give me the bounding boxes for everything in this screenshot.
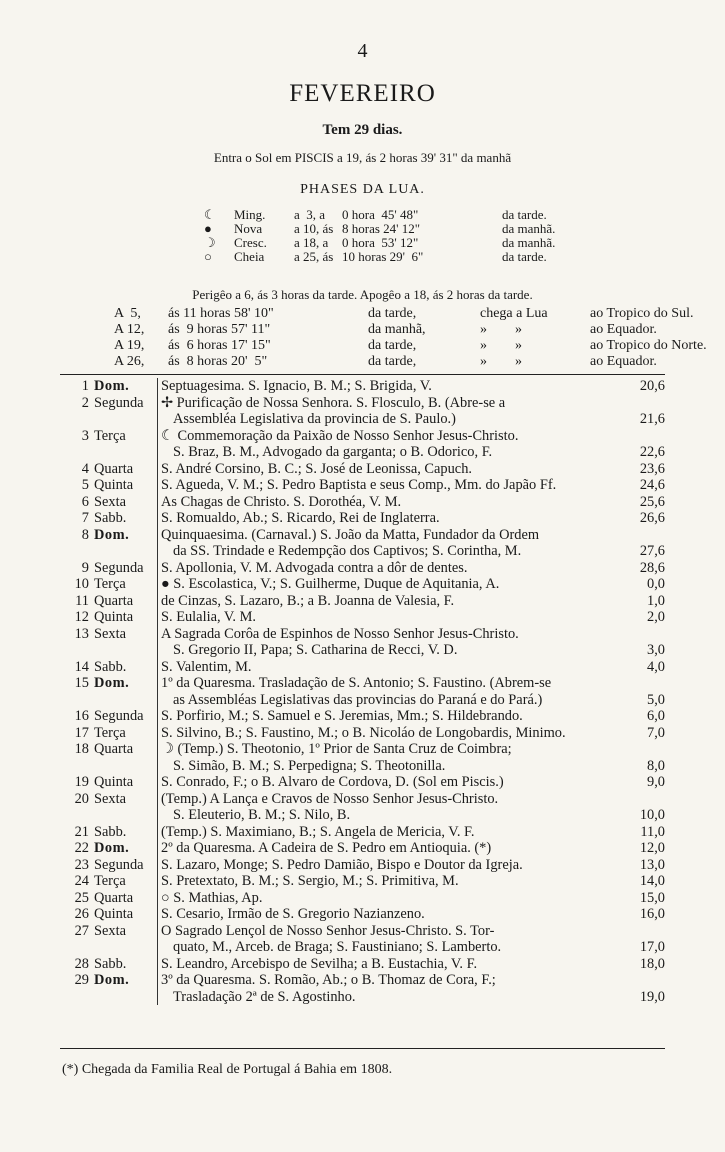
table-row [60,956,665,973]
calendar-table [60,378,665,1005]
entry-line: A Sagrada Corôa de Espinhos de Nosso Senhor Jesus-Christo. [161,625,519,642]
day-number: 7 [81,510,89,526]
feast-entry [158,791,625,824]
weekday: Sexta [92,494,158,511]
entry-line: S. Agueda, V. M.; S. Pedro Baptista e seus Comp., Mm. do Japão Ff. [161,477,557,493]
day-number: 25 [74,889,89,906]
entry-line: S. Apollonia, V. M. Advogada contra a dôr de dentes. [161,559,468,576]
weekday: Dom. [92,675,158,708]
day-number: 22 [74,840,89,856]
day-number: 20 [74,790,89,807]
entry-line: S. Pretextato, B. M.; S. Sergio, M.; S. Primitiva, M. [161,873,459,889]
feast-entry [158,477,625,494]
entry-line: S. André Corsino, B. C.; S. José de Leonissa, Capuch. [161,460,472,477]
moon-age-value: 16,0 [639,906,665,922]
table-row [60,428,665,461]
entry-line: ☾ Commemoração da Paixão de Nosso Senhor Jesus-Christo. [161,427,519,444]
weekday: Dom. [92,527,158,560]
phase-row: ☾ Ming. a 3, a 0 hora 45' 48" da tarde. [204,207,547,222]
weekday: Quarta [92,461,158,478]
entry-line: O Sagrado Lençol de Nosso Senhor Jesus-Christo. S. Tor- [161,922,495,939]
entry-line: S. Eleuterio, B. M.; S. Nilo, B. [173,807,351,823]
table-row [60,510,665,527]
day-number: 5 [81,477,89,493]
entry-line: S. Braz, B. M., Advogado da garganta; o B. Odorico, F. [173,444,493,460]
moon-age-value: 14,0 [639,873,665,889]
moon-age-value: 13,0 [639,856,665,873]
entry-line: Assembléa Legislativa da provincia de S. Paulo.) [173,411,456,427]
moon-age-value: 26,6 [639,510,665,526]
feast-entry [158,675,625,708]
feast-entry [158,774,625,791]
moon-age-value: 17,0 [639,939,665,955]
entry-line: S. Valentim, M. [161,658,252,675]
feast-entry [158,923,625,956]
moon-age-value: 24,6 [639,477,665,493]
feast-entry [158,725,625,742]
moon-age-value: 28,6 [639,559,665,576]
feast-entry [158,576,625,593]
table-row [60,906,665,923]
moon-age-value: 4,0 [647,658,665,675]
table-row [60,890,665,907]
moon-position-row: A 19, ás 6 horas 17' 15" da tarde, » » ao Tropico do Norte. [114,338,707,353]
moon-age-value: 18,0 [639,955,665,972]
day-number: 13 [74,625,89,642]
first-quarter-icon: ☽ [204,235,216,250]
new-moon-icon: ● [204,221,212,236]
perigee-apogee: Perigêo a 6, ás 3 horas da tarde. Apogêo a 18, ás 2 horas da tarde. [192,287,533,302]
weekday: Sexta [92,791,158,824]
moon-age-value: 9,0 [647,774,665,790]
bottom-rule [60,1048,665,1049]
moon-age-value: 2,0 [647,609,665,625]
entry-line: S. Simão, B. M.; S. Perpedigna; S. Theotonilla. [173,757,446,774]
moon-age-value: 19,0 [639,988,665,1005]
table-row [60,840,665,857]
weekday: Terça [92,725,158,742]
entry-line: 1º da Quaresma. Trasladação de S. Antonio; S. Faustino. (Abrem-se [161,675,552,691]
weekday: Quinta [92,477,158,494]
table-row [60,824,665,841]
feast-entry [158,626,625,659]
entry-line: S. Lazaro, Monge; S. Pedro Damião, Bispo e Doutor da Igreja. [161,856,523,873]
entry-line: ● S. Escolastica, V.; S. Guilherme, Duque de Aquitania, A. [161,576,500,592]
day-number: 15 [74,675,89,691]
feast-entry [158,593,625,610]
table-row [60,560,665,577]
moon-age-value: 10,0 [639,807,665,823]
entry-line: 2º da Quaresma. A Cadeira de S. Pedro em Antioquia. (*) [161,840,492,856]
entry-line: S. Gregorio II, Papa; S. Catharina de Recci, V. D. [173,642,458,658]
day-number: 6 [81,493,89,510]
weekday: Sabb. [92,659,158,676]
day-number: 4 [81,460,89,477]
weekday: Sabb. [92,956,158,973]
feast-entry [158,906,625,923]
day-number: 11 [75,592,89,609]
day-number: 26 [74,906,89,922]
feast-entry [158,708,625,725]
moon-age-value: 12,0 [639,840,665,856]
table-row [60,659,665,676]
day-number: 17 [74,724,89,741]
last-quarter-icon: ☾ [204,207,216,222]
moon-position-row: A 5, ás 11 horas 58' 10" da tarde, chega a Lua ao Tropico do Sul. [114,306,694,321]
phase-row: ○ Cheia a 25, ás 10 horas 29' 6" da tarde. [204,249,547,264]
table-row [60,626,665,659]
entry-line: As Chagas de Christo. S. Dorothéa, V. M. [161,493,402,510]
phase-row: ● Nova a 10, ás 8 horas 24' 12" da manhã. [204,221,556,236]
weekday: Quinta [92,906,158,923]
table-row [60,972,665,1005]
feast-entry [158,972,625,1005]
table-row [60,675,665,708]
day-number: 28 [74,955,89,972]
weekday: Quarta [92,890,158,907]
day-number: 21 [74,823,89,840]
table-row [60,527,665,560]
entry-line: (Temp.) S. Maximiano, B.; S. Angela de Mericia, V. F. [161,823,475,840]
entry-line: S. Porfirio, M.; S. Samuel e S. Jeremias, Mm.; S. Hildebrando. [161,708,523,724]
moon-position-row: A 12, ás 9 horas 57' 11" da manhã, » » ao Equador. [114,322,657,337]
weekday: Segunda [92,857,158,874]
moon-age-value: 8,0 [647,757,665,774]
table-row [60,857,665,874]
day-number: 3 [81,427,89,444]
day-number: 14 [74,658,89,675]
feast-entry [158,560,625,577]
weekday: Dom. [92,972,158,1005]
entry-line: de Cinzas, S. Lazaro, B.; a B. Joanna de Valesia, F. [161,592,455,609]
weekday: Segunda [92,560,158,577]
entry-line: ○ S. Mathias, Ap. [161,889,263,906]
feast-entry [158,840,625,857]
moon-age-value: 22,6 [639,444,665,460]
top-rule [60,374,665,375]
weekday: Dom. [92,378,158,395]
table-row [60,378,665,395]
entry-line: Septuagesima. S. Ignacio, B. M.; S. Brigida, V. [161,378,432,394]
entry-line: S. Conrado, F.; o B. Alvaro de Cordova, D. (Sol em Piscis.) [161,774,504,790]
moon-age-value: 27,6 [639,543,665,559]
weekday: Terça [92,873,158,890]
feast-entry [158,494,625,511]
entry-line: S. Silvino, B.; S. Faustino, M.; o B. Nicoláo de Longobardis, Minimo. [161,724,566,741]
moon-age-value: 25,6 [639,493,665,510]
moon-age-value: 11,0 [640,823,665,840]
moon-age-value: 15,0 [639,889,665,906]
day-number: 2 [81,394,89,411]
weekday: Segunda [92,708,158,725]
weekday: Dom. [92,840,158,857]
entry-line: ✢ Purificação de Nossa Senhora. S. Flosculo, B. (Abre-se a [161,394,506,411]
weekday: Quarta [92,741,158,774]
moon-age-value: 1,0 [647,592,665,609]
weekday: Sexta [92,626,158,659]
table-row [60,494,665,511]
day-number: 9 [81,559,89,576]
phase-row: ☽ Cresc. a 18, a 0 hora 53' 12" da manhã. [204,235,556,250]
entry-line: (Temp.) A Lança e Cravos de Nosso Senhor Jesus-Christo. [161,790,499,807]
moon-phases [204,208,555,264]
weekday: Quinta [92,609,158,626]
feast-entry [158,609,625,626]
feast-entry [158,890,625,907]
table-row [60,741,665,774]
day-number: 12 [74,609,89,625]
table-row [60,923,665,956]
table-row [60,395,665,428]
table-row [60,791,665,824]
moon-positions [114,306,707,370]
table-row [60,873,665,890]
feast-entry [158,824,625,841]
phases-title: PHASES DA LUA. [300,182,425,197]
weekday: Segunda [92,395,158,428]
entry-line: Quinquaesima. (Carnaval.) S. João da Matta, Fundador da Ordem [161,526,540,543]
day-number: 19 [74,774,89,790]
day-number: 29 [74,972,89,988]
day-number: 10 [74,576,89,592]
entry-line: da SS. Trindade e Redempção dos Captivos; S. Corintha, M. [173,543,522,559]
feast-entry [158,659,625,676]
moon-age-value: 3,0 [647,642,665,658]
day-number: 18 [74,741,89,757]
day-number: 27 [74,922,89,939]
table-row [60,593,665,610]
entry-line: 3º da Quaresma. S. Romão, Ab.; o B. Thomaz de Cora, F.; [161,972,496,988]
day-number: 23 [74,856,89,873]
weekday: Terça [92,428,158,461]
day-number: 16 [74,708,89,724]
feast-entry [158,510,625,527]
table-row [60,725,665,742]
entry-line: ☽ (Temp.) S. Theotonio, 1º Prior de Santa Cruz de Coimbra; [161,741,512,757]
footnote: (*) Chegada da Familia Real de Portugal á Bahia em 1808. [62,1062,393,1077]
entry-line: quato, M., Arceb. de Braga; S. Faustiniano; S. Lamberto. [173,939,502,955]
table-row [60,708,665,725]
day-number: 1 [81,378,89,394]
feast-entry [158,428,625,461]
feast-entry [158,857,625,874]
table-row [60,609,665,626]
table-row [60,774,665,791]
weekday: Quarta [92,593,158,610]
weekday: Sabb. [92,824,158,841]
table-row [60,477,665,494]
moon-age-value: 23,6 [639,460,665,477]
moon-age-value: 20,6 [639,378,665,394]
moon-age-value: 21,6 [639,411,665,427]
full-moon-icon: ○ [204,249,212,264]
month-title: FEVEREIRO [289,80,436,107]
entry-line: as Assembléas Legislativas das provincias do Paraná e do Pará.) [173,691,543,708]
sun-entry: Entra o Sol em PISCIS a 19, ás 2 horas 39' 31" da manhã [213,150,512,165]
feast-entry [158,395,625,428]
moon-age-value: 6,0 [647,708,665,724]
moon-age-value: 0,0 [647,576,665,592]
moon-position-row: A 26, ás 8 horas 20' 5" da tarde, » » ao Equador. [114,354,657,369]
weekday: Sabb. [92,510,158,527]
moon-age-value: 5,0 [647,691,665,708]
weekday: Quinta [92,774,158,791]
entry-line: S. Cesario, Irmão de S. Gregorio Nazianzeno. [161,906,425,922]
feast-entry [158,873,625,890]
feast-entry [158,378,625,395]
feast-entry [158,741,625,774]
entry-line: S. Romualdo, Ab.; S. Ricardo, Rei de Inglaterra. [161,510,440,526]
feast-entry [158,527,625,560]
entry-line: S. Leandro, Arcebispo de Sevilha; a B. Eustachia, V. F. [161,955,478,972]
page-number: 4 [357,40,368,62]
feast-entry [158,956,625,973]
weekday: Sexta [92,923,158,956]
day-number: 24 [74,873,89,889]
entry-line: S. Eulalia, V. M. [161,609,257,625]
table-row [60,461,665,478]
feast-entry [158,461,625,478]
entry-line: Trasladação 2ª de S. Agostinho. [173,988,356,1005]
table-row [60,576,665,593]
moon-age-value: 7,0 [647,724,665,741]
day-number: 8 [81,526,89,543]
weekday: Terça [92,576,158,593]
days-count: Tem 29 dias. [322,122,403,138]
